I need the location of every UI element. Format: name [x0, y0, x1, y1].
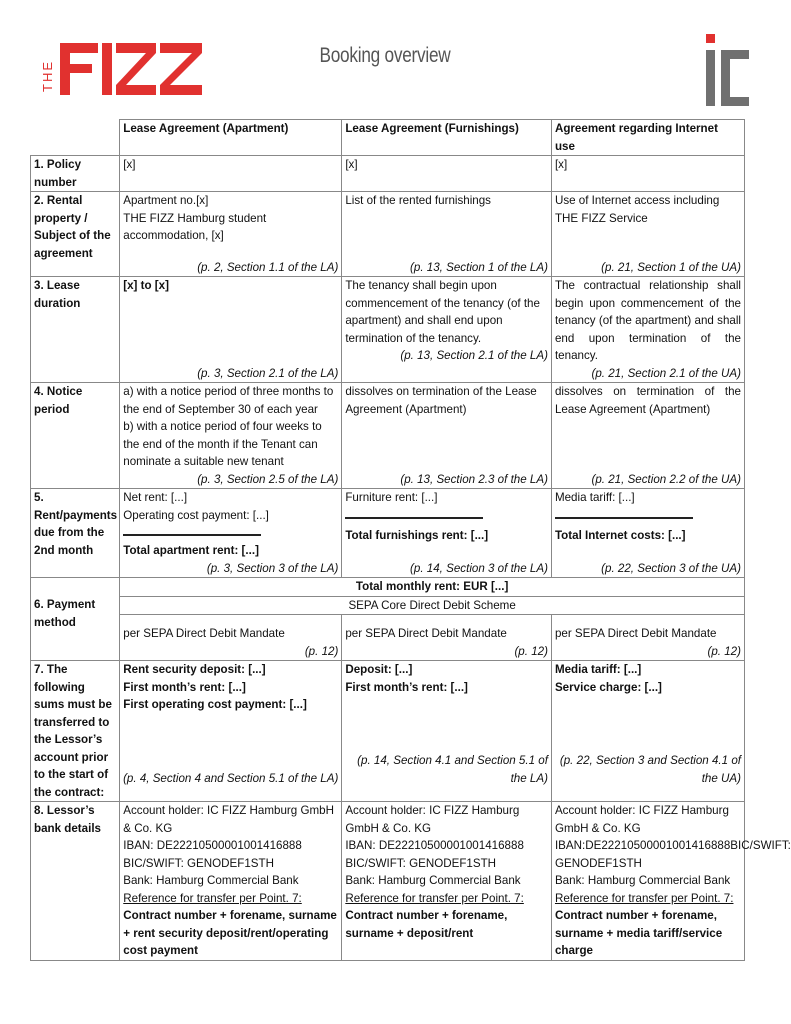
- transfer-internet-service: Service charge: [...]: [554, 680, 662, 694]
- bank-furn-bic: BIC/SWIFT: GENODEF1STH: [345, 856, 497, 870]
- transfer-apt-operating: First operating cost payment: [...]: [123, 698, 307, 711]
- table-row-payment-scheme: [31, 596, 745, 615]
- transfer-furn-first-rent: First month’s rent: [...]: [345, 680, 468, 694]
- rent-apt-operating: Operating cost payment: [...]: [123, 508, 269, 522]
- bank-apt-bank: Bank: Hamburg Commercial Bank: [123, 874, 299, 887]
- policy-furn: [x]: [342, 156, 552, 192]
- row-label-duration: 3. Lease duration: [31, 277, 120, 383]
- bank-internet-bank: Bank: Hamburg Commercial Bank: [554, 874, 731, 887]
- monthly-total: Total monthly rent: EUR [...]: [120, 578, 745, 597]
- col-header-internet: Agreement regarding Internet use: [551, 120, 744, 156]
- bank-furn-iban: IBAN: DE22210500001001416888: [345, 839, 524, 852]
- bank-furn-bank: Bank: Hamburg Commercial Bank: [345, 874, 521, 887]
- duration-ref-internet: (p. 21, Section 2.1 of the UA): [591, 366, 741, 380]
- transfer-furn-deposit: Deposit: [...]: [345, 663, 413, 676]
- payment-ref-furn: (p. 12): [514, 644, 548, 658]
- rental-apt-2: THE FIZZ Hamburg student accommodation, [x]: [123, 211, 267, 242]
- bank-apt-bic: BIC/SWIFT: GENODEF1STH: [123, 856, 274, 870]
- duration-ref-furn: (p. 13, Section 2.1 of the LA): [400, 349, 548, 362]
- rent-furn-total: Total furnishings rent: [...]: [345, 528, 489, 542]
- duration-furn: The tenancy shall begin upon commencement of the tenancy (of the apartment) and shall end upon termination of the tenancy.: [345, 279, 540, 345]
- duration-apt: [x] to [x]: [123, 279, 169, 292]
- row-label-transfer: 7. The following sums must be transferred to the Lessor’s account prior to the start of the contract:: [31, 661, 120, 802]
- rental-ref-apt: (p. 2, Section 1.1 of the LA): [197, 260, 339, 274]
- notice-ref-apt: (p. 3, Section 2.5 of the LA): [197, 472, 339, 486]
- bank-furn-ref: Reference for transfer per Point. 7:: [345, 891, 524, 905]
- rent-internet-total: Total Internet costs: [...]: [554, 528, 686, 542]
- bank-internet-iban-bic: IBAN:DE22210500001001416888BIC/SWIFT: GENODEF1STH: [554, 839, 791, 870]
- bank-apt-holder: Account holder: IC FIZZ Hamburg GmbH & Co. KG: [123, 804, 334, 835]
- rent-internet: Media tariff: [...]: [554, 491, 635, 504]
- table-row-transfer: [31, 661, 745, 802]
- col-header-furnishings: Lease Agreement (Furnishings): [342, 120, 552, 156]
- notice-ref-furn: (p. 13, Section 2.3 of the LA): [400, 472, 548, 486]
- notice-apt-a: a) with a notice period of three months to the end of September 30 of each year: [123, 385, 334, 416]
- bank-apt-contract: Contract number + forename, surname + rent security deposit/rent/operating cost payment: [123, 909, 337, 957]
- rental-ref-furn: (p. 13, Section 1 of the LA): [410, 260, 548, 274]
- payment-ref-internet: (p. 12): [707, 644, 741, 658]
- payment-internet: per SEPA Direct Debit Mandate: [554, 627, 717, 640]
- transfer-ref-apt: (p. 4, Section 4 and Section 5.1 of the LA): [123, 771, 339, 785]
- payment-furn: per SEPA Direct Debit Mandate: [345, 627, 507, 640]
- table-row-payment: [31, 615, 745, 661]
- row-label-rental: 2. Rental property / Subject of the agreement: [31, 192, 120, 277]
- rent-ref-internet: (p. 22, Section 3 of the UA): [601, 561, 741, 575]
- bank-apt-iban: IBAN: DE22210500001001416888: [123, 839, 302, 852]
- rent-ref-furn: (p. 14, Section 3 of the LA): [410, 561, 548, 575]
- bank-furn-contract: Contract number + forename, surname + deposit/rent: [345, 909, 508, 940]
- sum-line: [555, 507, 693, 519]
- bank-apt-ref: Reference for transfer per Point. 7:: [123, 891, 302, 905]
- booking-table: [30, 119, 791, 961]
- bank-internet-ref: Reference for transfer per Point. 7:: [554, 891, 734, 905]
- transfer-internet-media: Media tariff: [...]: [554, 663, 642, 676]
- sum-line: [345, 507, 483, 519]
- row-label-bank: 8. Lessor’s bank details: [31, 802, 120, 961]
- page-title: Booking overview: [319, 44, 451, 67]
- row-label-notice: 4. Notice period: [31, 383, 120, 489]
- rental-internet: Use of Internet access including THE FIZZ Service: [554, 194, 720, 225]
- table-row-monthly-total: [31, 578, 745, 597]
- payment-apt: per SEPA Direct Debit Mandate: [123, 627, 285, 640]
- bank-internet-contract: Contract number + forename, surname + media tariff/service charge: [554, 909, 723, 957]
- table-row-bank: [31, 802, 745, 961]
- transfer-ref-furn: (p. 14, Section 4.1 and Section 5.1 of the LA): [357, 754, 548, 785]
- rent-ref-apt: (p. 3, Section 3 of the LA): [206, 561, 339, 575]
- notice-internet: dissolves on termination of the Lease Agreement (Apartment): [554, 385, 741, 416]
- bank-internet-holder: Account holder: IC FIZZ Hamburg GmbH & Co. KG: [554, 804, 729, 835]
- table-header-row: [31, 120, 745, 156]
- row-label-payment: 6. Payment method: [31, 596, 120, 661]
- payment-ref-apt: (p. 12): [304, 644, 339, 658]
- rental-ref-internet: (p. 21, Section 1 of the UA): [601, 260, 741, 274]
- table-row-rental: [31, 192, 745, 277]
- duration-internet: The contractual relationship shall begin upon commencement of the tenancy (of the apartment) and shall end upon termination of the tenancy.: [554, 279, 741, 362]
- table-row-policy: [31, 156, 745, 192]
- notice-ref-internet: (p. 21, Section 2.2 of the UA): [591, 472, 741, 486]
- duration-ref-apt: (p. 3, Section 2.1 of the LA): [197, 366, 339, 380]
- transfer-apt-first-rent: First month’s rent: [...]: [123, 680, 246, 694]
- ic-logo: [705, 30, 751, 108]
- transfer-apt-deposit: Rent security deposit: [...]: [123, 663, 266, 676]
- bank-furn-holder: Account holder: IC FIZZ Hamburg GmbH & Co. KG: [345, 804, 520, 835]
- rental-furn: List of the rented furnishings: [345, 194, 491, 207]
- col-header-apartment: Lease Agreement (Apartment): [120, 120, 342, 156]
- row-label-rent: 5. Rent/payments due from the 2nd month: [31, 489, 120, 578]
- rent-furn: Furniture rent: [...]: [345, 491, 438, 504]
- payment-scheme: SEPA Core Direct Debit Scheme: [120, 596, 745, 615]
- policy-internet: [x]: [551, 156, 744, 192]
- policy-apt: [x]: [120, 156, 342, 192]
- table-row-rent: [31, 489, 745, 578]
- row-label-policy: 1. Policy number: [31, 156, 120, 192]
- table-row-duration: [31, 277, 745, 383]
- rent-apt-total: Total apartment rent: [...]: [123, 544, 259, 557]
- rental-apt-1: Apartment no.[x]: [123, 194, 209, 207]
- svg-text:THE: THE: [40, 60, 55, 92]
- transfer-ref-internet: (p. 22, Section 3 and Section 4.1 of the UA): [559, 754, 741, 785]
- sum-line: [123, 524, 261, 536]
- notice-apt-b: b) with a notice period of four weeks to the end of the month if the Tenant can nominate a suitable new tenant: [123, 420, 322, 468]
- notice-furn: dissolves on termination of the Lease Agreement (Apartment): [345, 385, 537, 416]
- table-row-notice: [31, 383, 745, 489]
- rent-apt-net: Net rent: [...]: [123, 491, 188, 504]
